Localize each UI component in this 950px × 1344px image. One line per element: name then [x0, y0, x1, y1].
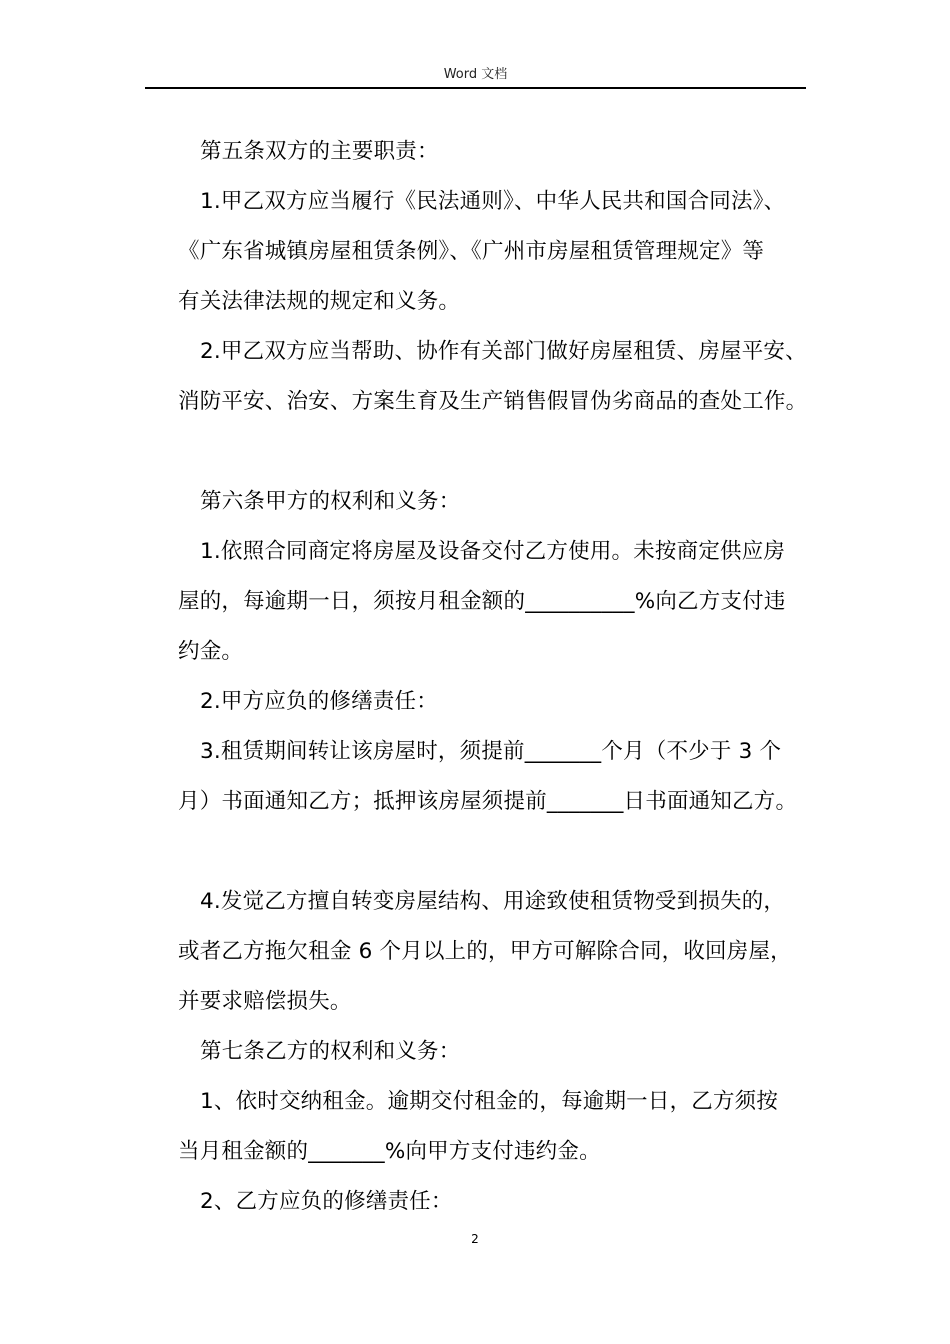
text-line: 有关法律法规的规定和义务。	[178, 289, 461, 314]
page-header-title: Word 文档	[443, 67, 508, 82]
paragraph-gap	[178, 427, 818, 477]
text-line: 3.租赁期间转让该房屋时，须提前_______个月（不少于 3 个	[200, 739, 782, 764]
text-line: 1、依时交纳租金。逾期交付租金的，每逾期一日，乙方须按	[200, 1089, 779, 1114]
text-line: 2.甲方应负的修缮责任：	[200, 689, 438, 714]
article-7-heading	[178, 1027, 818, 1077]
article-7-clause-2	[178, 1177, 818, 1227]
article-7-clause-1	[178, 1077, 818, 1177]
text-line: 2.甲乙双方应当帮助、协作有关部门做好房屋租赁、房屋平安、	[200, 339, 807, 364]
text-line: 当月租金额的_______%向甲方支付违约金。	[178, 1139, 601, 1164]
text-line: 1.甲乙双方应当履行《民法通则》、中华人民共和国合同法》、	[200, 189, 786, 214]
article-6-clause-2	[178, 677, 818, 727]
text-line: 屋的，每逾期一日，须按月租金额的__________%向乙方支付违	[178, 589, 786, 614]
article-6-clause-1	[178, 527, 818, 677]
article-6-heading	[178, 477, 818, 527]
text-line: 第七条乙方的权利和义务：	[200, 1039, 461, 1064]
text-line: 月）书面通知乙方；抵押该房屋须提前_______日书面通知乙方。	[178, 789, 798, 814]
article-6-clause-4	[178, 877, 818, 1027]
article-6-clause-3	[178, 727, 818, 827]
document-body	[178, 127, 818, 1227]
text-line: 第六条甲方的权利和义务：	[200, 489, 461, 514]
header-divider	[145, 87, 806, 89]
text-line: 约金。	[178, 639, 244, 664]
text-line: 4.发觉乙方擅自转变房屋结构、用途致使租赁物受到损失的，	[200, 889, 786, 914]
page-number: 2	[471, 1232, 479, 1246]
article-5-heading	[178, 127, 818, 177]
article-5-clause-1	[178, 177, 818, 327]
paragraph-gap	[178, 827, 818, 877]
text-line: 2、乙方应负的修缮责任：	[200, 1189, 453, 1214]
text-line: 消防平安、治安、方案生育及生产销售假冒伪劣商品的查处工作。	[178, 389, 808, 414]
text-line: 1.依照合同商定将房屋及设备交付乙方使用。未按商定供应房	[200, 539, 786, 564]
text-line: 并要求赔偿损失。	[178, 989, 352, 1014]
article-5-clause-2	[178, 327, 818, 427]
text-line: 或者乙方拖欠租金 6 个月以上的，甲方可解除合同，收回房屋，	[178, 939, 792, 964]
text-line: 第五条双方的主要职责：	[200, 139, 439, 164]
text-line: 《广东省城镇房屋租赁条例》、《广州市房屋租赁管理规定》等	[178, 239, 765, 264]
